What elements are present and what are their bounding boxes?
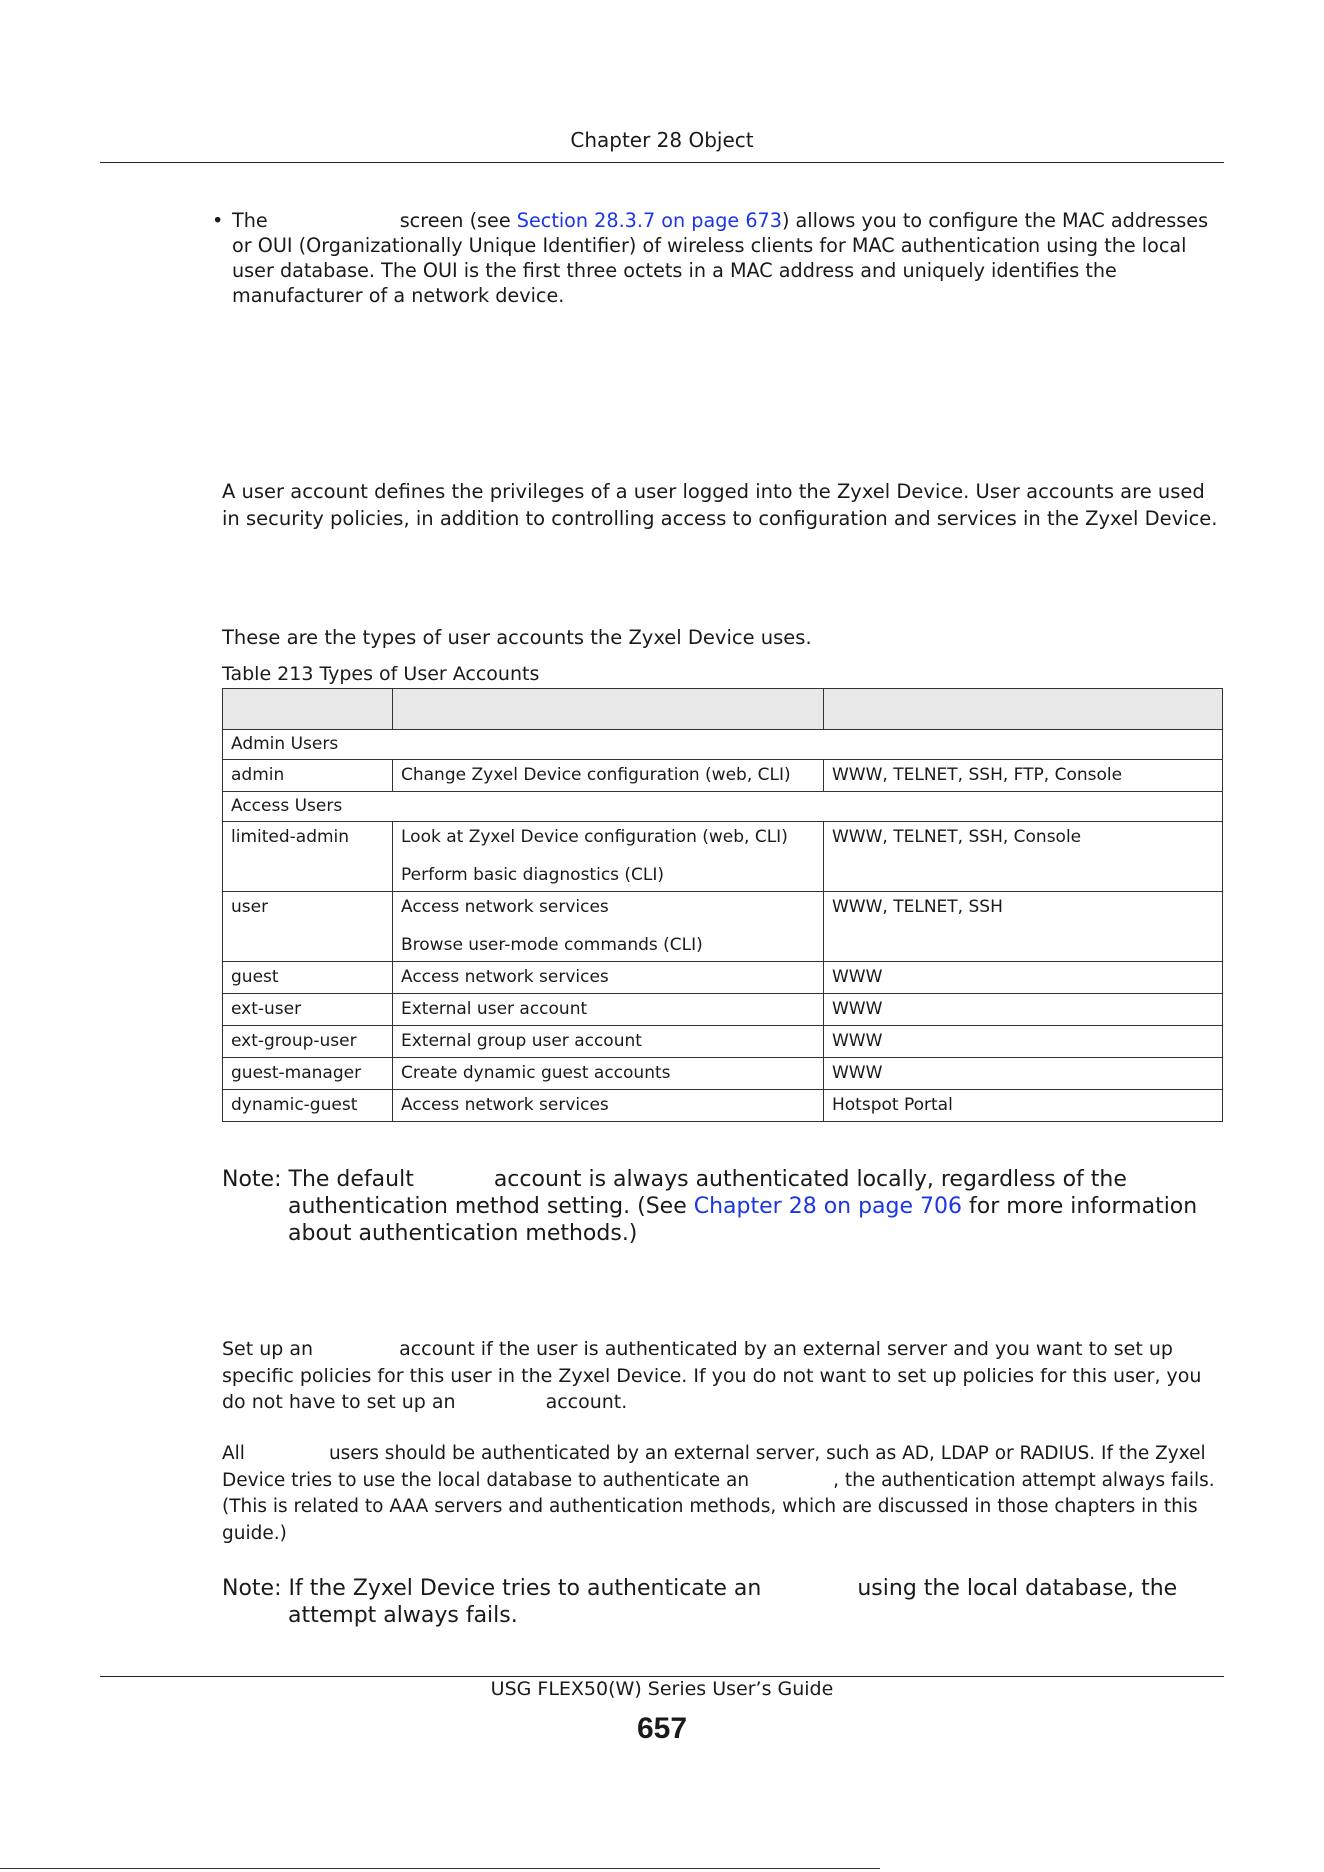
type-cell: admin	[223, 760, 393, 792]
page-bottom-line	[0, 1868, 880, 1869]
user-types-table	[222, 688, 1223, 1122]
table-row	[223, 1026, 1223, 1058]
type-cell: guest-manager	[223, 1058, 393, 1090]
ability-line: Access network services	[401, 897, 609, 917]
group-row	[223, 730, 1223, 760]
bullet-rest: ) allows you to configure the MAC addresses or OUI (Organizationally Unique Identifier) of wireless clients for MAC authentication using the local user database. The OUI is the first three octets in a MAC address and uniquely identifies the manufacturer of a network device.	[232, 209, 1209, 307]
table-row	[223, 892, 1223, 962]
header-cell	[824, 689, 1223, 730]
note-text: using the local database, the attempt always fails.	[288, 1576, 1178, 1628]
page-number: 657	[636, 1712, 688, 1745]
note-text: for more information about authentication methods.)	[288, 1194, 1198, 1246]
login-cell: WWW, TELNET, SSH, Console	[824, 822, 1223, 892]
login-cell: WWW	[824, 1058, 1223, 1090]
paragraph-text: account.	[545, 1391, 628, 1413]
ext-user-paragraph	[222, 1336, 1224, 1416]
type-cell: ext-user	[223, 994, 393, 1026]
bullet-paragraph	[232, 208, 1224, 308]
login-cell: WWW, TELNET, SSH	[824, 892, 1223, 962]
paragraph-text: All	[222, 1443, 245, 1464]
table-row	[223, 1090, 1223, 1122]
chapter-header: Chapter 28 Object	[570, 128, 754, 152]
paragraph-text: users should be authenticated by an external server, such as AD, LDAP or RADIUS. If the Zyxel Device tries to use the local database to authenticate an	[222, 1443, 1206, 1491]
abilities-cell	[393, 962, 824, 994]
abilities-cell	[393, 1090, 824, 1122]
table-caption: Table 213 Types of User Accounts	[222, 663, 540, 685]
footer-divider	[100, 1676, 1224, 1677]
table-header-row	[223, 689, 1223, 730]
paragraph-text: account if the user is authenticated by an external server and you want to set up specific policies for this user in the Zyxel Device. If you do not want to set up policies for this user, you do not have to set up an	[222, 1338, 1202, 1413]
ability-line: Access network services	[401, 967, 609, 987]
abilities-cell	[393, 1026, 824, 1058]
abilities-cell	[393, 994, 824, 1026]
abilities-cell	[393, 892, 824, 962]
section-link[interactable]: Section 28.3.7 on page 673	[516, 209, 782, 232]
login-cell: Hotspot Portal	[824, 1090, 1223, 1122]
note-text: The default	[288, 1167, 414, 1192]
type-cell: guest	[223, 962, 393, 994]
abilities-cell	[393, 760, 824, 792]
chapter-link[interactable]: Chapter 28 on page 706	[693, 1194, 963, 1219]
note-local-auth	[222, 1575, 1224, 1629]
login-cell: WWW	[824, 1026, 1223, 1058]
ability-line: Create dynamic guest accounts	[401, 1063, 671, 1083]
table-row	[223, 822, 1223, 892]
note-text: account is always authenticated locally, regardless of the authentication method setting. (See	[288, 1167, 1127, 1219]
login-cell: WWW	[824, 962, 1223, 994]
note-text: If the Zyxel Device tries to authenticate an	[288, 1576, 762, 1601]
ability-line: Access network services	[401, 1095, 609, 1115]
intro-paragraph: A user account defines the privileges of a user logged into the Zyxel Device. User accounts are used in security policies, in addition to controlling access to configuration and services in the Zyxel Device.	[222, 480, 1218, 530]
login-cell: WWW, TELNET, SSH, FTP, Console	[824, 760, 1223, 792]
ext-user-auth-paragraph	[222, 1441, 1224, 1547]
group-label: Admin Users	[223, 730, 1223, 760]
ability-line: Look at Zyxel Device configuration (web, CLI)	[401, 827, 788, 847]
note-default-admin	[222, 1166, 1224, 1247]
header-cell	[393, 689, 824, 730]
abilities-cell	[393, 1058, 824, 1090]
type-cell: ext-group-user	[223, 1026, 393, 1058]
header-cell	[223, 689, 393, 730]
table-row	[223, 760, 1223, 792]
guide-title: USG FLEX50(W) Series User’s Guide	[490, 1678, 834, 1700]
types-intro: These are the types of user accounts the Zyxel Device uses.	[222, 626, 812, 649]
table-row	[223, 994, 1223, 1026]
login-cell: WWW	[824, 994, 1223, 1026]
group-label: Access Users	[223, 792, 1223, 822]
ability-line: External group user account	[401, 1031, 642, 1051]
paragraph-text: , the authentication attempt always fails. (This is related to AAA servers and authentication methods, which are discussed in those chapters in this guide.)	[222, 1469, 1215, 1544]
ability-line: Browse user-mode commands (CLI)	[401, 935, 703, 955]
ability-line: External user account	[401, 999, 588, 1019]
type-cell: user	[223, 892, 393, 962]
paragraph-text: Set up an	[222, 1338, 314, 1360]
abilities-cell	[393, 822, 824, 892]
bullet-mid: screen (see	[399, 209, 511, 232]
table-row	[223, 1058, 1223, 1090]
header-divider	[100, 162, 1224, 163]
type-cell: limited-admin	[223, 822, 393, 892]
group-row	[223, 792, 1223, 822]
table-row	[223, 962, 1223, 994]
note-label: Note:	[222, 1576, 282, 1601]
ability-line: Perform basic diagnostics (CLI)	[401, 865, 665, 885]
ability-line: Change Zyxel Device configuration (web, CLI)	[401, 765, 791, 785]
type-cell: dynamic-guest	[223, 1090, 393, 1122]
note-label: Note:	[222, 1167, 282, 1192]
bullet-lead: The	[232, 209, 268, 232]
